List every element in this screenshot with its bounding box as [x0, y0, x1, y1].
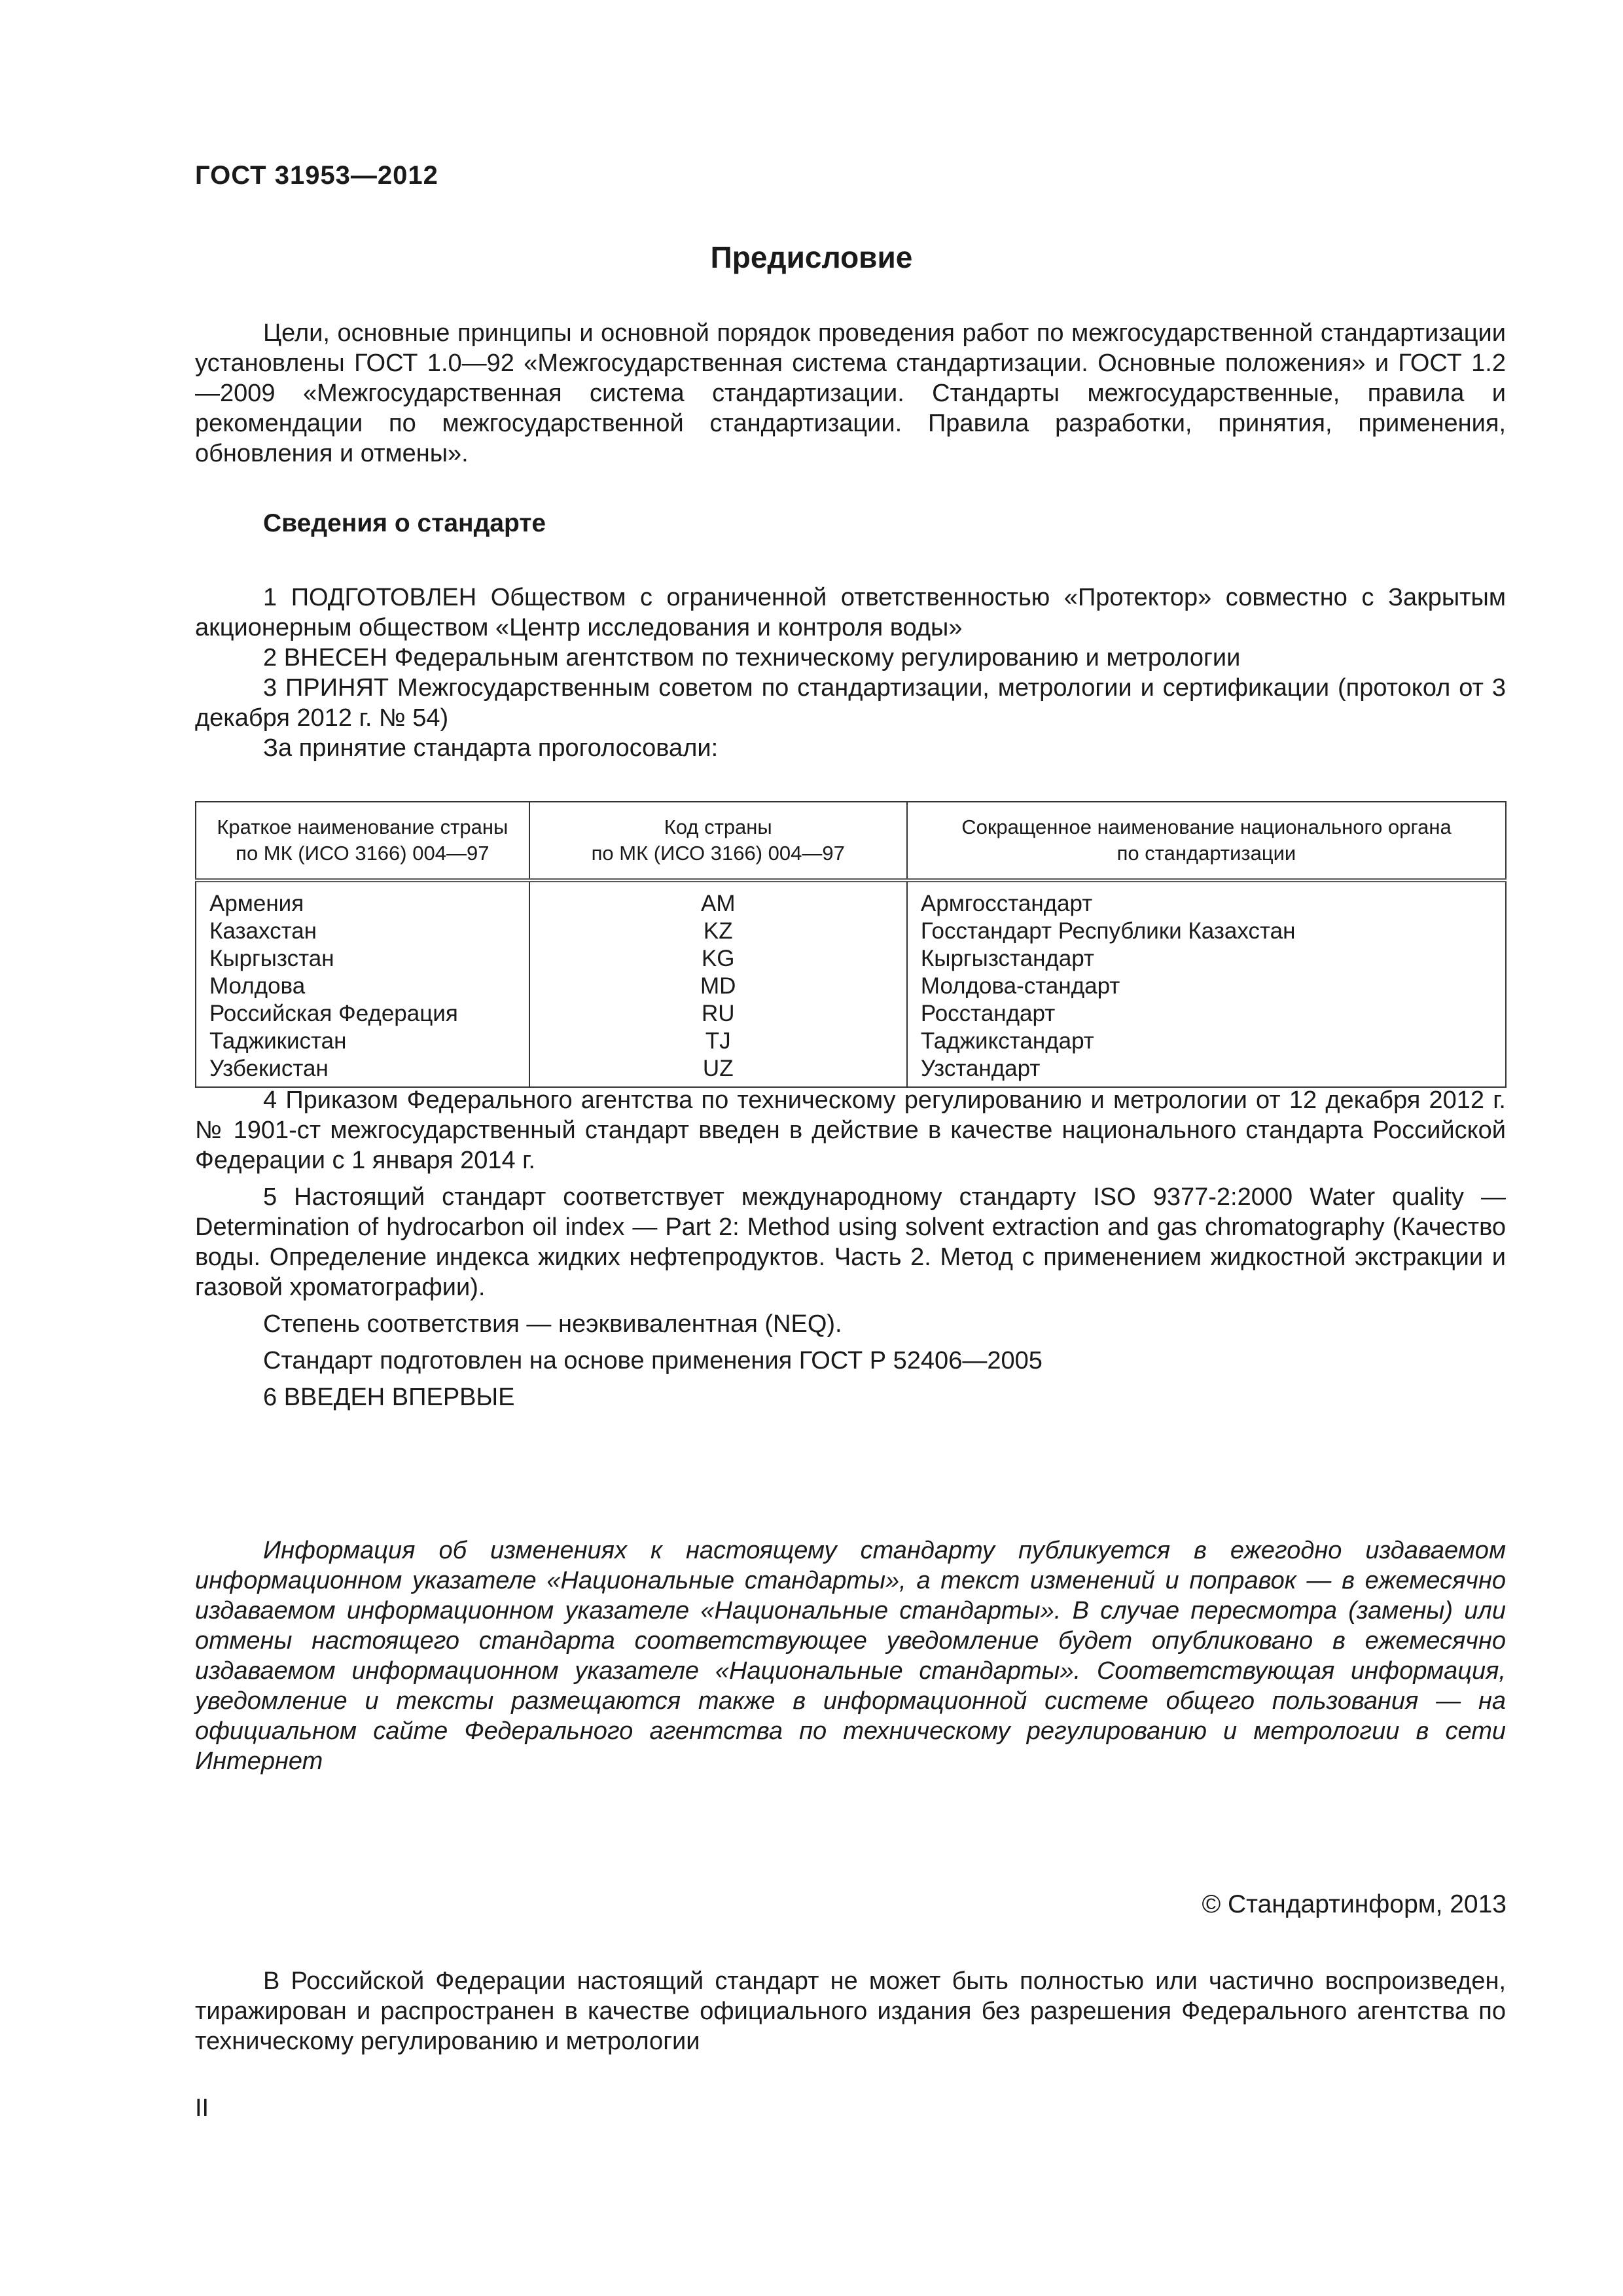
cell-national-body: Узстандарт	[907, 1055, 1506, 1087]
cell-national-body: Таджикстандарт	[907, 1028, 1506, 1055]
cell-code: TJ	[529, 1028, 907, 1055]
standard-status-block	[195, 1085, 1506, 1412]
cell-national-body: Армгосстандарт	[907, 880, 1506, 918]
info-item-correspondence: 5 Настоящий стандарт соответствует международному стандарту ISO 9377-2:2000 Water quality — Determination of hydrocarbon oil index — Part 2: Method using solvent extraction and gas chromatography (Качество воды. Определение индекса жидких нефтепродуктов. Часть 2. Метод с применением жидкостной экстракции и газовой хроматографии).	[195, 1183, 1506, 1301]
cell-national-body: Госстандарт Республики Казахстан	[907, 918, 1506, 945]
cell-country: Армения	[209, 891, 304, 916]
cell-national-body: Молдова-стандарт	[907, 973, 1506, 1000]
column-header-country: Краткое наименование страны по МК (ИСО 3166) 004—97	[217, 816, 508, 865]
cell-country: Казахстан	[209, 918, 317, 944]
copyright-line: © Стандартинформ, 2013	[1202, 1890, 1507, 1918]
standard-info-block	[195, 583, 1506, 763]
cell-country: Таджикистан	[209, 1028, 347, 1054]
vote-intro: За принятие стандарта проголосовали:	[263, 734, 719, 762]
table-row	[196, 880, 1506, 918]
page-number: II	[195, 2094, 209, 2122]
info-item-adopted: 3 ПРИНЯТ Межгосударственным советом по стандартизации, метрологии и сертификации (протокол от 3 декабря 2012 г. № 54)	[195, 674, 1506, 732]
table-row	[196, 918, 1506, 945]
conformity-degree: Степень соответствия — неэквивалентная (NEQ).	[263, 1310, 842, 1338]
cell-country: Кыргызстан	[209, 946, 334, 971]
info-item-introduced: 2 ВНЕСЕН Федеральным агентством по техническому регулированию и метрологии	[263, 644, 1241, 672]
section-heading: Сведения о стандарте	[263, 509, 546, 537]
column-header-national-body: Сокращенное наименование национального органа по стандартизации	[907, 802, 1506, 880]
cell-code: MD	[529, 973, 907, 1000]
cell-national-body: Росстандарт	[907, 1000, 1506, 1028]
preface-intro-paragraph: Цели, основные принципы и основной порядок проведения работ по межгосударственной стандартизации установлены ГОСТ 1.0—92 «Межгосударственная система стандартизации. Основные положения» и ГОСТ 1.2—2009 «Межгосударственная система стандартизации. Стандарты межгосударственные, правила и рекомендации по межгосударственной стандартизации. Правила разработки, принятия, применения, обновления и отмены».	[195, 319, 1506, 467]
cell-country: Молдова	[209, 973, 306, 999]
table-row	[196, 945, 1506, 973]
basis-note: Стандарт подготовлен на основе применения ГОСТ Р 52406—2005	[263, 1347, 1043, 1374]
info-item-enacted: 4 Приказом Федерального агентства по техническому регулированию и метрологии от 12 декабря 2012 г. № 1901-ст межгосударственный стандарт введен в действие в качестве национального стандарта Российской Федерации с 1 января 2014 г.	[195, 1086, 1506, 1174]
document-code: ГОСТ 31953—2012	[195, 161, 438, 190]
cell-code: UZ	[529, 1055, 907, 1087]
column-header-code: Код страны по МК (ИСО 3166) 004—97	[529, 802, 907, 880]
changes-notice: Информация об изменениях к настоящему стандарту публикуется в ежегодно издаваемом информационном указателе «Национальные стандарты», а текст изменений и поправок — в ежемесячно издаваемом информационном указателе «Национальные стандарты». В случае пересмотра (замены) или отмены настоящего стандарта соответствующее уведомление будет опубликовано в ежемесячно издаваемом информационном указателе «Национальные стандарты». Соответствующая информация, уведомление и тексты размещаются также в информационной системе общего пользования — на официальном сайте Федерального агентства по техническому регулированию и метрологии в сети Интернет	[195, 1537, 1506, 1775]
cell-country: Узбекистан	[209, 1056, 329, 1081]
cell-code: KZ	[529, 918, 907, 945]
page-title: Предисловие	[710, 240, 913, 274]
table-row	[196, 973, 1506, 1000]
rights-notice: В Российской Федерации настоящий стандарт не может быть полностью или частично воспроизведен, тиражирован и распространен в качестве официального издания без разрешения Федерального агентства по техническому регулированию и метрологии	[195, 1967, 1506, 2055]
table-header-row	[196, 802, 1506, 880]
cell-national-body: Кыргызстандарт	[907, 945, 1506, 973]
cell-code: KG	[529, 945, 907, 973]
cell-country: Российская Федерация	[209, 1001, 458, 1026]
info-item-first-introduced: 6 ВВЕДЕН ВПЕРВЫЕ	[263, 1384, 515, 1411]
cell-code: AM	[529, 880, 907, 918]
voting-countries-table	[195, 801, 1507, 1088]
table-row	[196, 1000, 1506, 1028]
cell-code: RU	[529, 1000, 907, 1028]
info-item-prepared: 1 ПОДГОТОВЛЕН Обществом с ограниченной ответственностью «Протектор» совместно с Закрытым акционерным обществом «Центр исследования и контроля воды»	[195, 584, 1506, 641]
table-row	[196, 1055, 1506, 1087]
table-row	[196, 1028, 1506, 1055]
